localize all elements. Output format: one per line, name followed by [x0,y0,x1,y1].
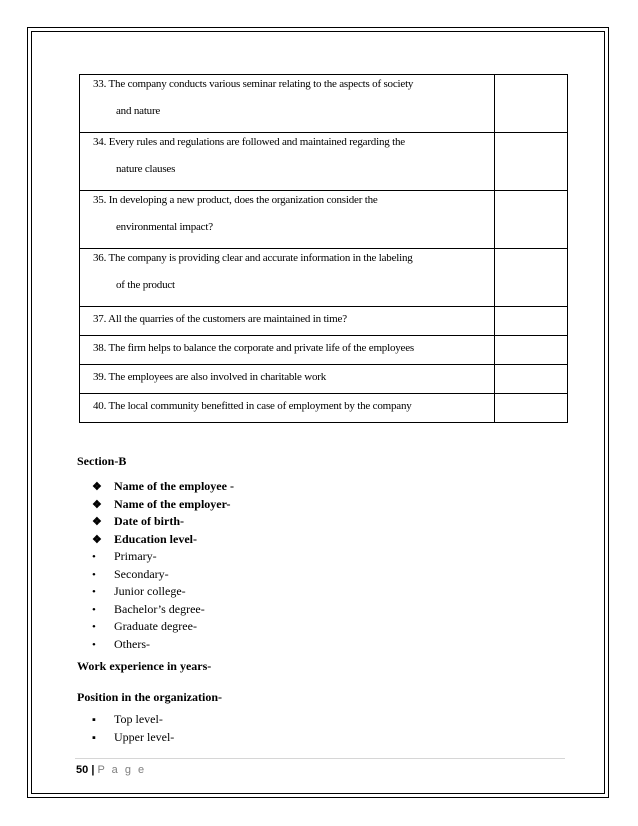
diamond-bullet-icon: ❖ [92,533,102,546]
list-item [92,513,234,531]
question-text-continued: and nature [116,105,161,117]
footer-separator: | [91,764,95,776]
table-row [80,307,568,336]
bullet-dot-icon: • [92,603,96,616]
list-item [92,636,205,654]
table-row [80,75,568,133]
questionnaire-table [79,74,568,423]
bullet-dot-icon: • [92,568,96,581]
page-number: 50 [76,764,89,776]
question-number: 35. [93,194,107,206]
square-list [92,711,174,746]
list-item-label: Date of birth- [114,514,184,528]
page-label: P a g e [97,764,147,776]
question-number: 38. [93,342,107,354]
table-row [80,365,568,394]
page-footer [76,764,146,776]
list-item-label: Name of the employer- [114,496,231,511]
bullet-dot-icon: • [92,638,96,651]
answer-cell[interactable] [494,307,567,336]
list-item [92,548,205,566]
answer-cell[interactable] [494,75,567,133]
list-item-label: Junior college- [114,584,186,598]
question-number: 36. [93,252,107,264]
list-item-label: Graduate degree- [114,619,197,633]
diamond-list [92,478,234,548]
diamond-bullet-icon: ❖ [92,498,102,511]
question-text: The local community benefitted in case of employment by the company [108,400,412,412]
question-number: 33. [93,78,107,90]
footer-divider [75,758,565,759]
bullet-dot-icon: • [92,551,96,563]
question-cell [80,133,495,191]
question-cell [80,394,495,423]
work-experience-label: Work experience in years- [77,659,212,673]
bullet-dot-icon: • [92,621,96,633]
question-text: The employees are also involved in charitable work [108,371,327,383]
list-item [92,729,174,747]
list-item [92,531,234,549]
list-item-label: Others- [114,636,150,651]
list-item-label: Primary- [114,549,157,563]
list-item [92,496,234,514]
question-text: The firm helps to balance the corporate and private life of the employees [108,342,415,354]
question-text: Every rules and regulations are followed and maintained regarding the [108,136,405,148]
answer-cell[interactable] [494,394,567,423]
answer-cell[interactable] [494,249,567,307]
list-item-label: Secondary- [114,566,169,581]
table-row [80,336,568,365]
answer-cell[interactable] [494,191,567,249]
list-item [92,566,205,584]
question-number: 37. [93,313,107,325]
list-item [92,618,205,636]
question-text-continued: environmental impact? [116,221,213,233]
question-text-continued: nature clauses [116,163,176,175]
question-number: 34. [93,136,107,148]
list-item [92,583,205,601]
answer-cell[interactable] [494,365,567,394]
list-item [92,601,205,619]
table-row [80,191,568,249]
list-item-label: Education level- [114,531,197,546]
list-item [92,711,174,729]
square-bullet-icon: ▪ [92,714,96,726]
list-item [92,478,234,496]
list-item-label: Upper level- [114,729,175,744]
answer-cell[interactable] [494,336,567,365]
position-label: Position in the organization- [77,690,223,704]
question-text: The company is providing clear and accurate information in the labeling [108,252,413,264]
section-title: Section-B [77,454,127,468]
question-cell [80,249,495,307]
table-row [80,133,568,191]
table-row [80,394,568,423]
diamond-bullet-icon: ❖ [92,481,102,493]
question-text-continued: of the product [116,279,175,291]
question-cell [80,336,495,365]
question-text: All the quarries of the customers are maintained in time? [108,313,347,325]
question-number: 39. [93,371,107,383]
bullet-dot-icon: • [92,586,96,598]
question-text: The company conducts various seminar relating to the aspects of society [108,78,414,90]
list-item-label: Name of the employee - [114,479,234,493]
square-bullet-icon: ▪ [92,731,96,744]
list-item-label: Top level- [114,712,163,726]
table-row [80,249,568,307]
question-number: 40. [93,400,107,412]
question-cell [80,75,495,133]
diamond-bullet-icon: ❖ [92,516,102,528]
question-cell [80,307,495,336]
list-item-label: Bachelor’s degree- [114,601,205,616]
question-text: In developing a new product, does the organization consider the [108,194,378,206]
answer-cell[interactable] [494,133,567,191]
question-cell [80,191,495,249]
question-cell [80,365,495,394]
bullet-list [92,548,205,653]
